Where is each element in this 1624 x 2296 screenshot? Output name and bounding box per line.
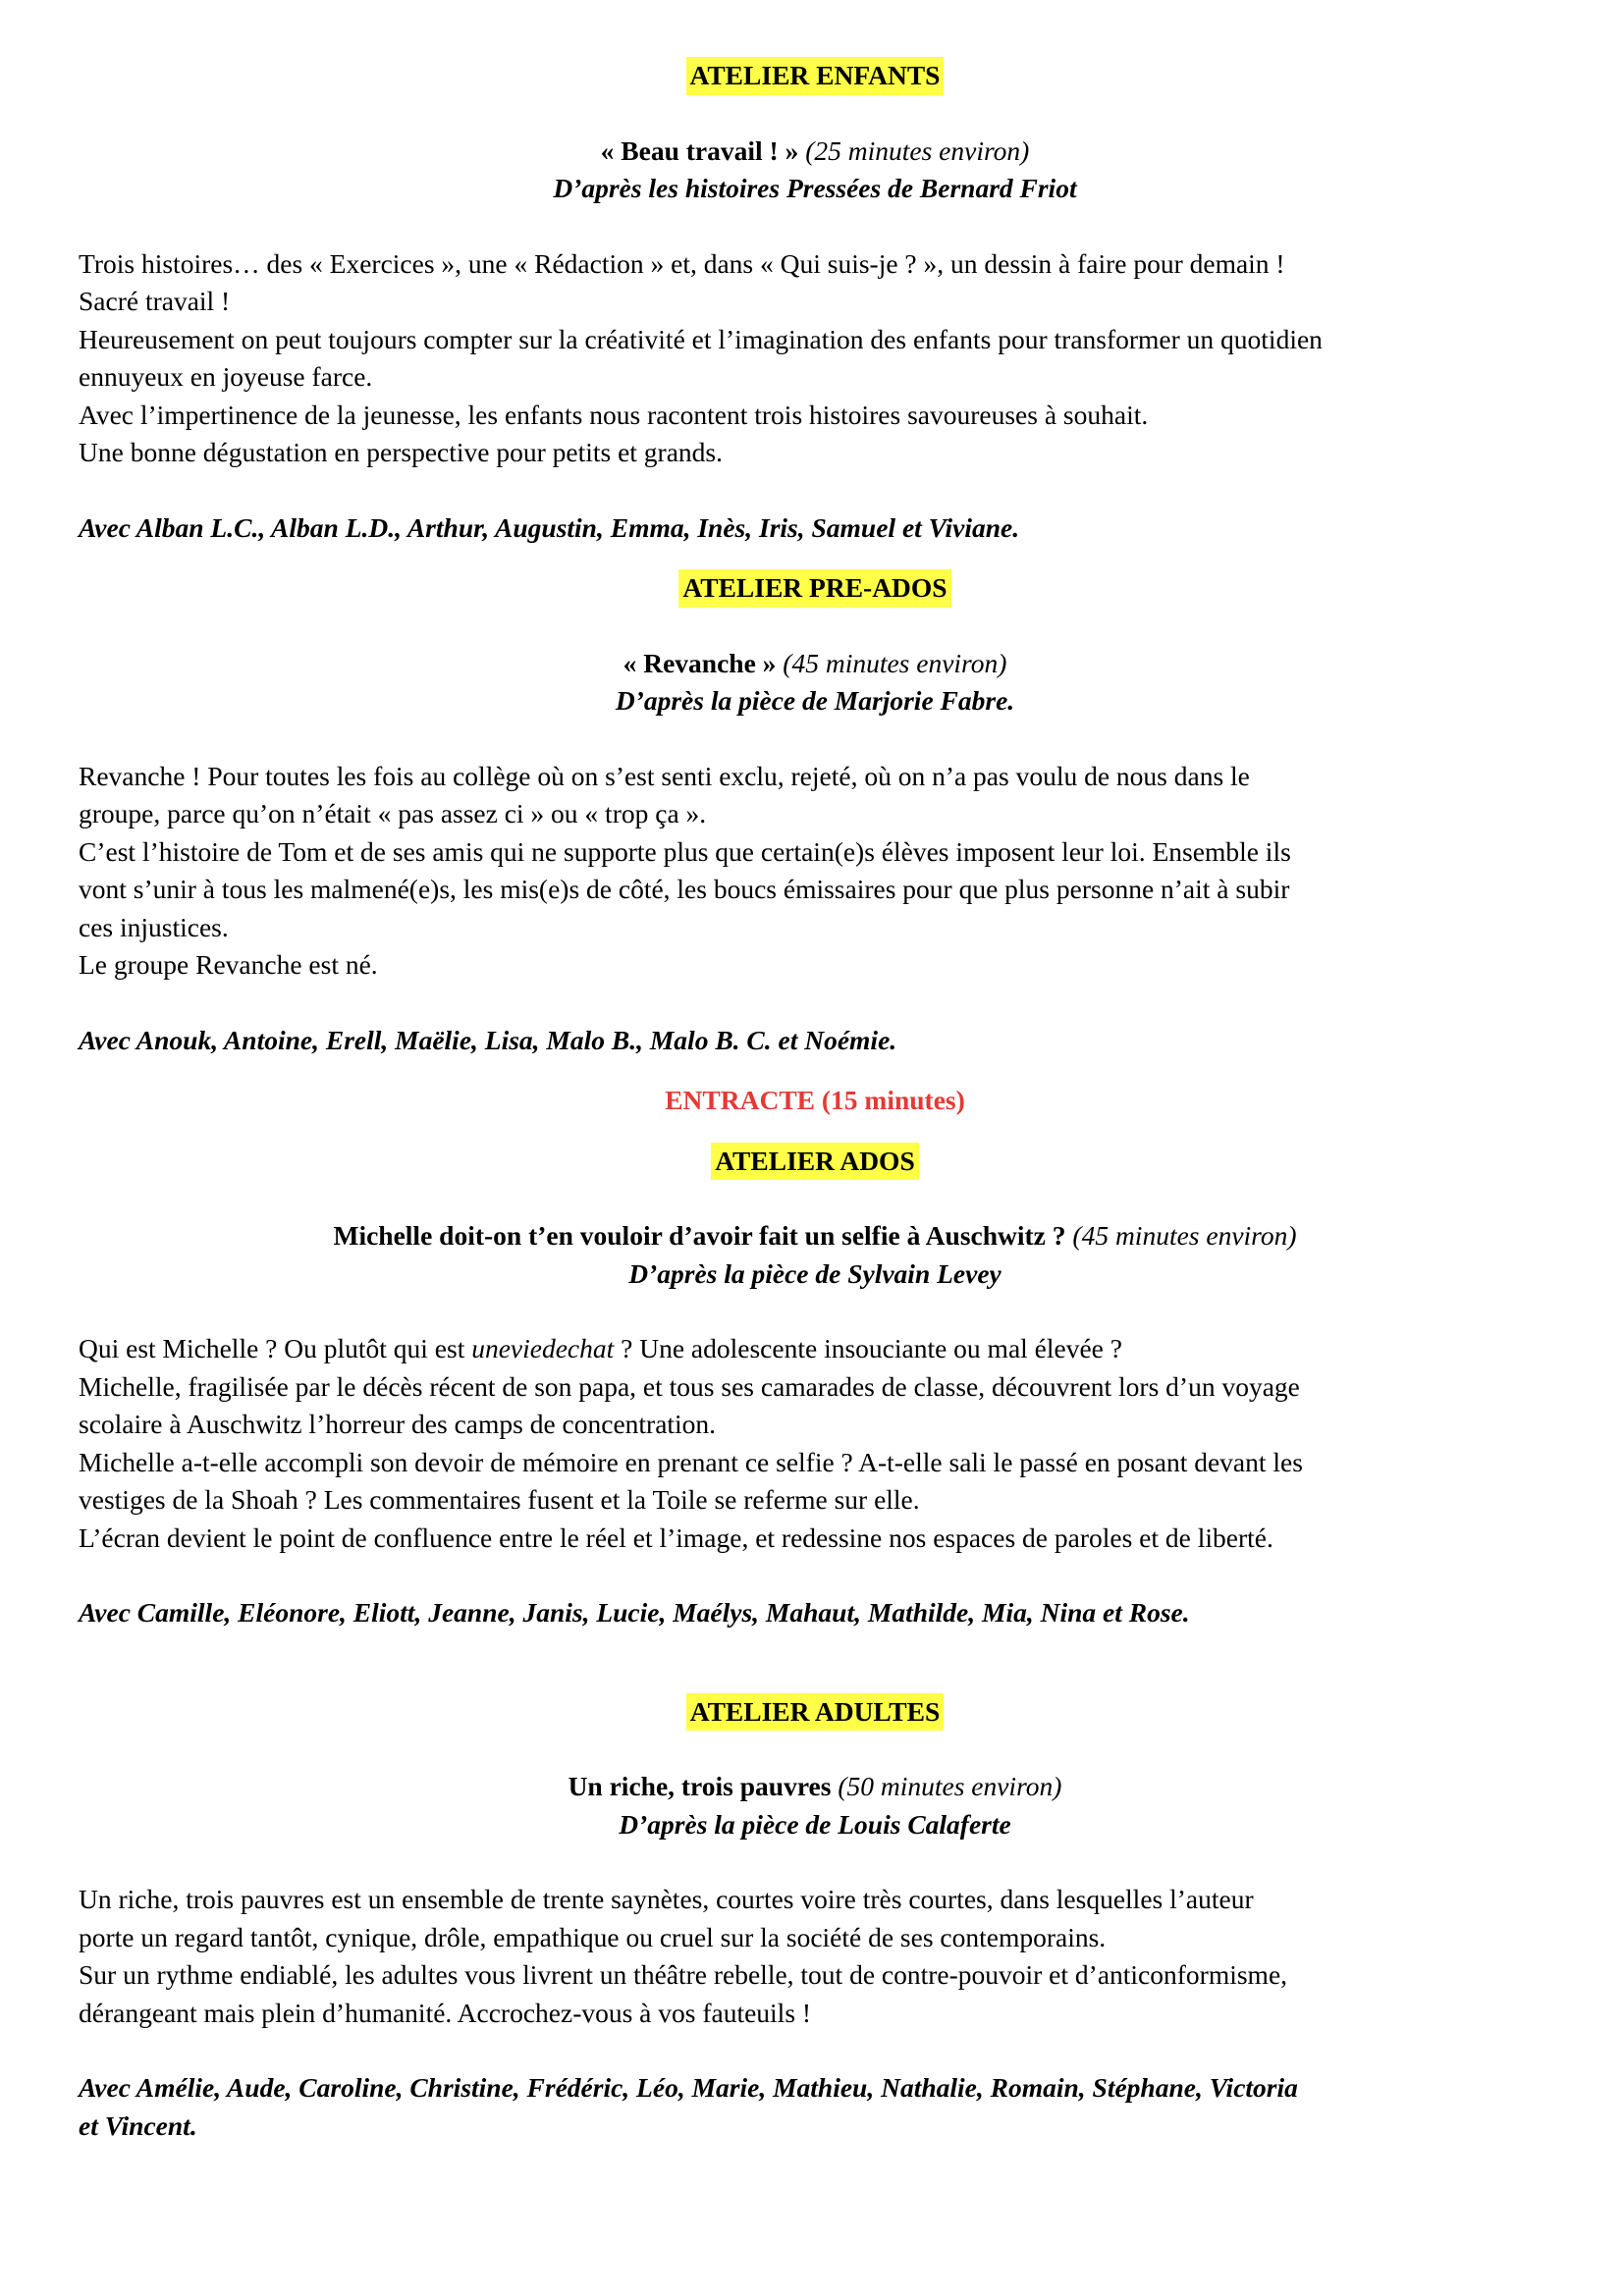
paragraph-line: Heureusement on peut toujours compter sur la créativité et l’imagination des enfants pour transformer un quotidien bbox=[79, 323, 1323, 354]
paragraph-line: porte un regard tantôt, cynique, drôle, empathique ou cruel sur la société de ses contemporains. bbox=[79, 1921, 1107, 1952]
play-source: D’après la pièce de Louis Calaferte bbox=[619, 1808, 1011, 1840]
section-heading: ATELIER ADOS bbox=[711, 1143, 919, 1181]
play-title-line bbox=[79, 1217, 1551, 1255]
paragraph-line: vont s’unir à tous les malmené(e)s, les mis(e)s de côté, les boucs émissaires pour que plus personne n’ait à subir bbox=[79, 874, 1290, 904]
cast-list: Avec Amélie, Aude, Caroline, Christine, Frédéric, Léo, Marie, Mathieu, Nathalie, Romain, Stéphane, Victoria bbox=[79, 2072, 1298, 2103]
play-duration: (25 minutes environ) bbox=[805, 134, 1030, 166]
paragraph-line: Avec l’impertinence de la jeunesse, les enfants nous racontent trois histoires savoureuses à souhait. bbox=[79, 399, 1149, 430]
paragraph-line: scolaire à Auschwitz l’horreur des camps de concentration. bbox=[79, 1409, 717, 1439]
paragraph-text: Qui est Michelle ? Ou plutôt qui est bbox=[79, 1333, 472, 1363]
play-title-line bbox=[79, 645, 1551, 683]
play-title-line bbox=[79, 1768, 1551, 1806]
paragraph-text: ? Une adolescente insouciante ou mal élevée ? bbox=[614, 1333, 1122, 1363]
username-text: uneviedechat bbox=[471, 1333, 615, 1363]
paragraph-line: Un riche, trois pauvres est un ensemble de trente saynètes, courtes voire très courtes, dans lesquelles l’auteur bbox=[79, 1884, 1254, 1914]
section-adultes bbox=[79, 1693, 1551, 1732]
play-source: D’après la pièce de Marjorie Fabre. bbox=[615, 685, 1015, 716]
paragraph-line: Sacré travail ! bbox=[79, 286, 231, 316]
section-pre-ados bbox=[79, 569, 1551, 608]
paragraph-line: L’écran devient le point de confluence entre le réel et l’image, et redessine nos espaces de paroles et de liberté. bbox=[79, 1522, 1273, 1553]
intermission-label: ENTRACTE (15 minutes) bbox=[665, 1085, 965, 1115]
cast-list: Avec Camille, Eléonore, Eliott, Jeanne, Janis, Lucie, Maélys, Mahaut, Mathilde, Mia, Nina et Rose. bbox=[79, 1597, 1190, 1628]
play-title: « Beau travail ! » bbox=[600, 134, 799, 166]
play-title: Michelle doit-on t’en vouloir d’avoir fait un selfie à Auschwitz ? bbox=[333, 1220, 1066, 1251]
document-page bbox=[79, 57, 1551, 2145]
paragraph-line: Revanche ! Pour toutes les fois au collège où on s’est senti exclu, rejeté, où on n’a pas voulu de nous dans le bbox=[79, 760, 1250, 791]
play-title: « Revanche » bbox=[623, 647, 777, 678]
cast-list: Avec Alban L.C., Alban L.D., Arthur, Augustin, Emma, Inès, Iris, Samuel et Viviane. bbox=[79, 511, 1020, 543]
play-duration: (45 minutes environ) bbox=[1072, 1220, 1297, 1251]
cast-list: et Vincent. bbox=[79, 2109, 197, 2141]
paragraph-line: Trois histoires… des « Exercices », une « Rédaction » et, dans « Qui suis-je ? », un dessin à faire pour demain ! bbox=[79, 247, 1285, 279]
paragraph-line: dérangeant mais plein d’humanité. Accrochez-vous à vos fauteuils ! bbox=[79, 1997, 812, 2028]
play-source: D’après la pièce de Sylvain Levey bbox=[628, 1257, 1001, 1289]
section-heading: ATELIER ENFANTS bbox=[686, 57, 945, 95]
section-heading: ATELIER ADULTES bbox=[686, 1693, 944, 1732]
paragraph-line: ces injustices. bbox=[79, 911, 229, 942]
paragraph-line: vestiges de la Shoah ? Les commentaires fusent et la Toile se referme sur elle. bbox=[79, 1484, 920, 1515]
play-title: Un riche, trois pauvres bbox=[568, 1771, 832, 1801]
paragraph-line: ennuyeux en joyeuse farce. bbox=[79, 361, 373, 392]
paragraph-line: C’est l’histoire de Tom et de ses amis qui ne supporte plus que certain(e)s élèves imposent leur loi. Ensemble ils bbox=[79, 835, 1291, 867]
paragraph-line: groupe, parce qu’on n’était « pas assez ci » ou « trop ça ». bbox=[79, 798, 707, 828]
section-heading: ATELIER PRE-ADOS bbox=[678, 569, 950, 608]
section-ados bbox=[79, 1143, 1551, 1181]
play-title-line bbox=[79, 133, 1551, 171]
play-duration: (45 minutes environ) bbox=[783, 647, 1007, 678]
cast-list: Avec Anouk, Antoine, Erell, Maëlie, Lisa, Malo B., Malo B. C. et Noémie. bbox=[79, 1024, 897, 1055]
section-enfants bbox=[79, 57, 1551, 95]
paragraph-line: Le groupe Revanche est né. bbox=[79, 949, 378, 980]
play-source: D’après les histoires Pressées de Bernard Friot bbox=[553, 173, 1077, 203]
paragraph-line: Une bonne dégustation en perspective pour petits et grands. bbox=[79, 437, 723, 467]
play-duration: (50 minutes environ) bbox=[838, 1771, 1062, 1801]
paragraph-line bbox=[79, 1330, 1551, 1368]
paragraph-line: Michelle a-t-elle accompli son devoir de mémoire en prenant ce selfie ? A-t-elle sali le passé en posant devant les bbox=[79, 1446, 1303, 1477]
paragraph-line: Sur un rythme endiablé, les adultes vous livrent un théâtre rebelle, tout de contre-pouvoir et d’anticonformisme, bbox=[79, 1959, 1288, 1990]
paragraph-line: Michelle, fragilisée par le décès récent de son papa, et tous ses camarades de classe, découvrent lors d’un voyage bbox=[79, 1370, 1300, 1402]
